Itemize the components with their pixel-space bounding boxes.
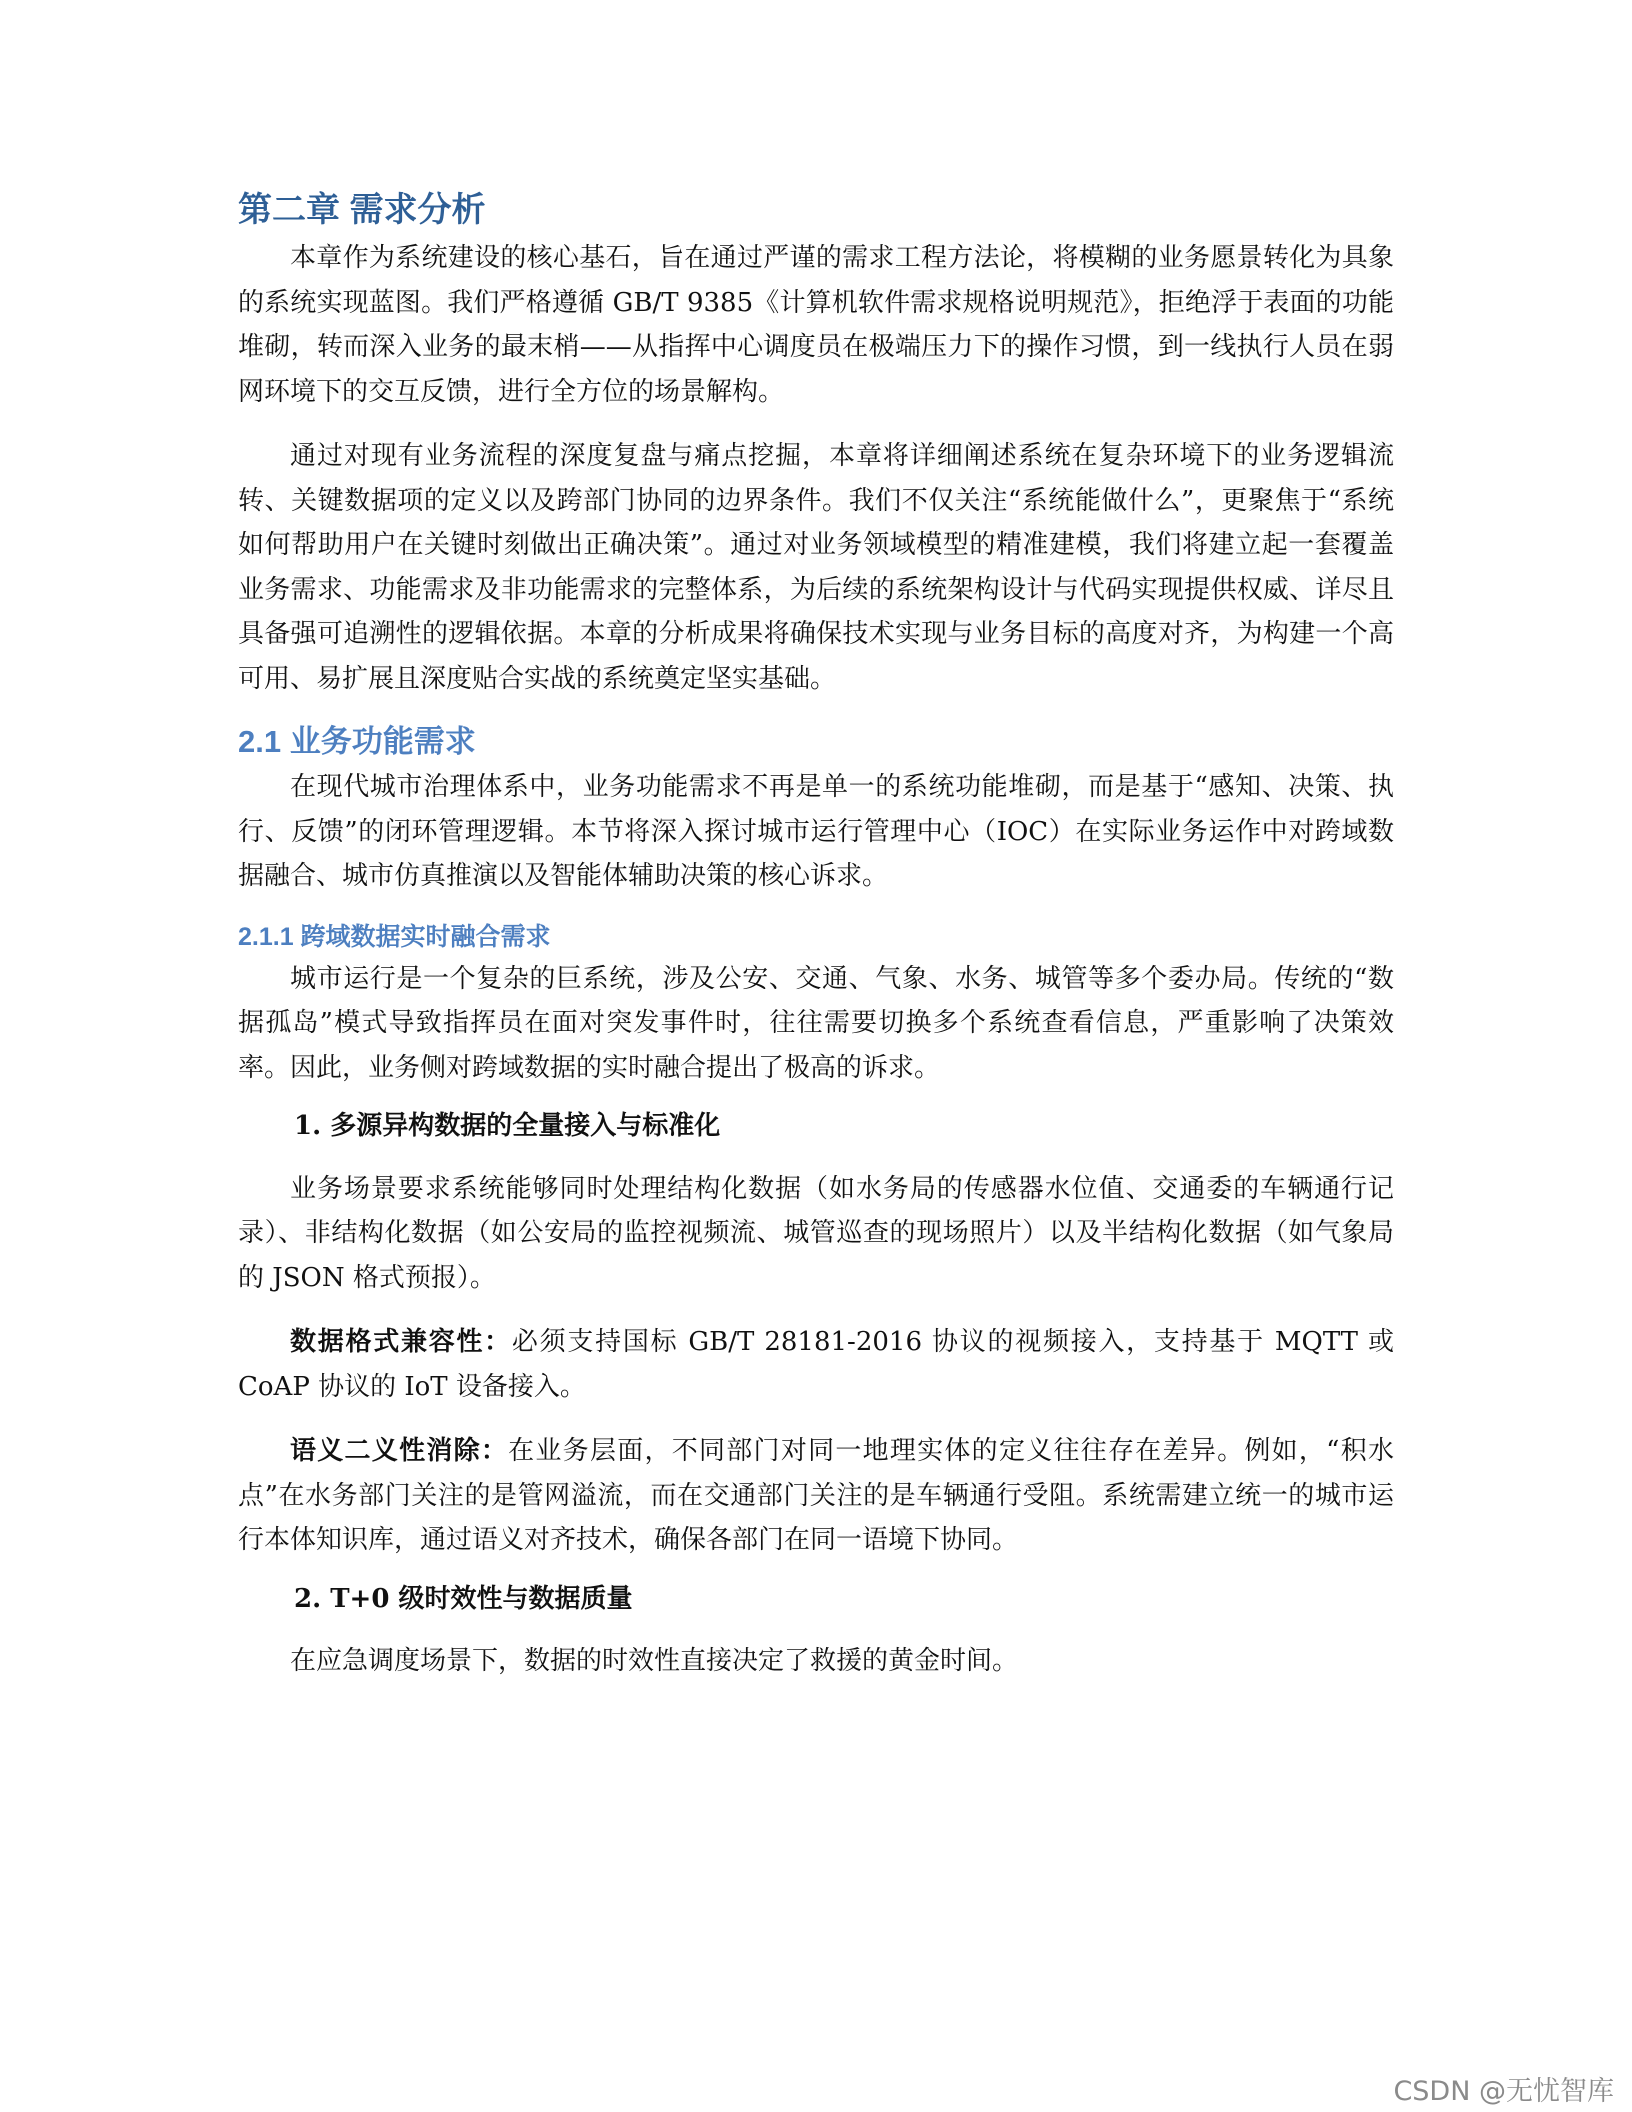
chapter-intro-paragraph-2: 通过对现有业务流程的深度复盘与痛点挖掘，本章将详细阐述系统在复杂环境下的业务逻辑流转、关键数据项的定义以及跨部门协同的边界条件。我们不仅关注“系统能做什么”，更聚焦于“系统如何帮助用户在关键时刻做出正确决策”。通过对业务领域模型的精准建模，我们将建立起一套覆盖业务需求、功能需求及非功能需求的完整体系，为后续的系统架构设计与代码实现提供权威、详尽且具备强可追溯性的逻辑依据。本章的分析成果将确保技术实现与业务目标的高度对齐，为构建一个高可用、易扩展且深度贴合实战的系统奠定坚实基础。 bbox=[238, 441, 1394, 694]
compat-paragraph bbox=[238, 1320, 1394, 1409]
semantic-paragraph bbox=[238, 1429, 1394, 1563]
list-item-2-title: 2. T+0 级时效性与数据质量 bbox=[294, 1583, 633, 1614]
section-2-1-title: 2.1 业务功能需求 bbox=[238, 724, 476, 759]
list-item-2-body: 在应急调度场景下，数据的时效性直接决定了救援的黄金时间。 bbox=[290, 1646, 1019, 1676]
section-2-1-1-title: 2.1.1 跨域数据实时融合需求 bbox=[238, 922, 551, 951]
chapter-title: 第二章 需求分析 bbox=[238, 191, 486, 229]
watermark: CSDN @无忧智库 bbox=[1393, 2076, 1614, 2107]
list-item-1-title: 1. 多源异构数据的全量接入与标准化 bbox=[294, 1111, 721, 1141]
document-page bbox=[238, 186, 1394, 1684]
compat-label: 数据格式兼容性： bbox=[290, 1327, 512, 1357]
section-2-1-1-body: 城市运行是一个复杂的巨系统，涉及公安、交通、气象、水务、城管等多个委办局。传统的“数据孤岛”模式导致指挥员在面对突发事件时，往往需要切换多个系统查看信息，严重影响了决策效率。因此，业务侧对跨域数据的实时融合提出了极高的诉求。 bbox=[238, 963, 1394, 1083]
semantic-text: 在业务层面，不同部门对同一地理实体的定义往往存在差异。例如，“积水点”在水务部门关注的是管网溢流，而在交通部门关注的是车辆通行受阻。系统需建立统一的城市运行本体知识库，通过语义对齐技术，确保各部门在同一语境下协同。 bbox=[238, 1436, 1394, 1555]
section-2-1-body: 在现代城市治理体系中，业务功能需求不再是单一的系统功能堆砌，而是基于“感知、决策、执行、反馈”的闭环管理逻辑。本节将深入探讨城市运行管理中心（IOC）在实际业务运作中对跨域数据融合、城市仿真推演以及智能体辅助决策的核心诉求。 bbox=[238, 772, 1394, 891]
chapter-intro-paragraph-1: 本章作为系统建设的核心基石，旨在通过严谨的需求工程方法论，将模糊的业务愿景转化为具象的系统实现蓝图。我们严格遵循 GB/T 9385《计算机软件需求规格说明规范》，拒绝浮于表面的功能堆砌，转而深入业务的最末梢——从指挥中心调度员在极端压力下的操作习惯，到一线执行人员在弱网环境下的交互反馈，进行全方位的场景解构。 bbox=[238, 243, 1394, 407]
compat-text: 必须支持国标 GB/T 28181-2016 协议的视频接入，支持基于 MQTT 或 CoAP 协议的 IoT 设备接入。 bbox=[238, 1327, 1394, 1402]
semantic-label: 语义二义性消除： bbox=[290, 1436, 509, 1466]
list-item-1-body: 业务场景要求系统能够同时处理结构化数据（如水务局的传感器水位值、交通委的车辆通行记录）、非结构化数据（如公安局的监控视频流、城管巡查的现场照片）以及半结构化数据（如气象局的 JSON 格式预报）。 bbox=[238, 1173, 1394, 1293]
